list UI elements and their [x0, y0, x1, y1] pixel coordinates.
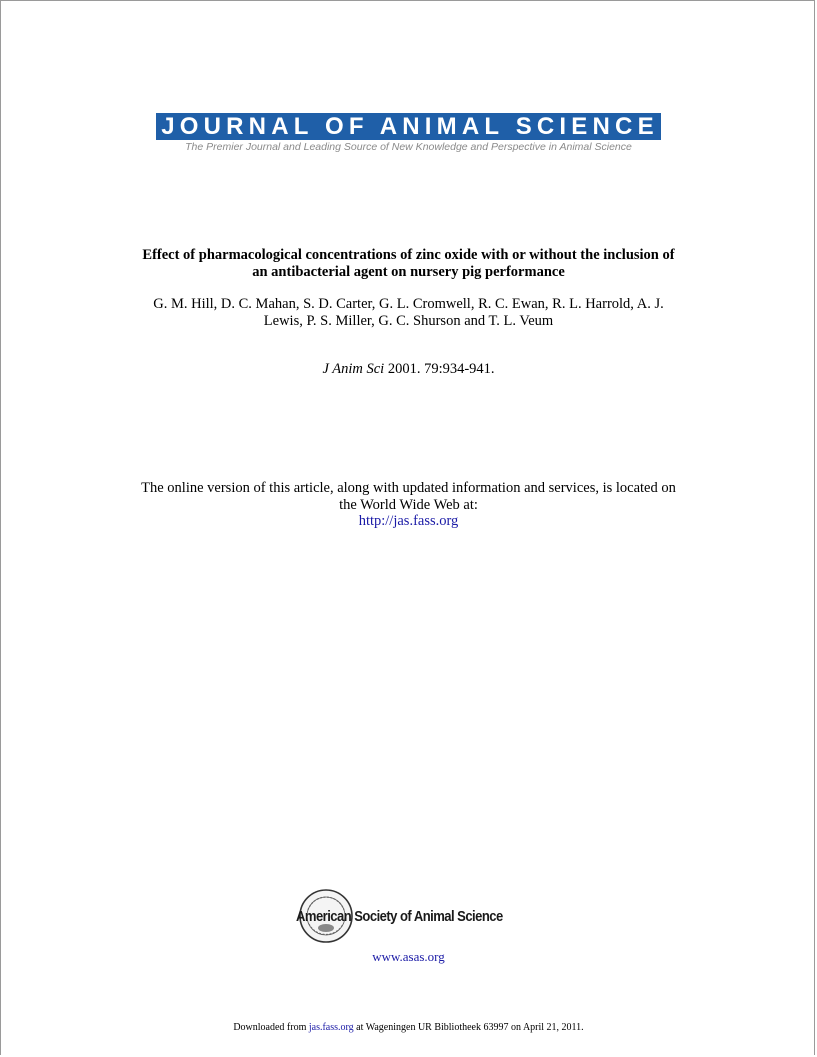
society-url	[0, 949, 817, 965]
journal-url-link[interactable]: http://jas.fass.org	[358, 513, 459, 529]
online-note-line: the World Wide Web at:	[339, 496, 478, 513]
citation-journal: J Anim Sci	[322, 361, 385, 377]
journal-masthead	[0, 113, 817, 153]
society-logo[interactable]	[296, 888, 526, 948]
citation-details: 2001. 79:934-941.	[384, 361, 495, 377]
footer-suffix: at Wageningen UR Bibliotheek 63997 on April 21, 2011.	[353, 1022, 584, 1033]
article-title-line: Effect of pharmacological concentrations of zinc oxide with or without the inclusion of	[142, 247, 675, 263]
footer-prefix: Downloaded from	[233, 1022, 309, 1033]
online-note-line: The online version of this article, along with updated information and services, is located on	[141, 480, 676, 496]
journal-tagline: The Premier Journal and Leading Source of New Knowledge and Perspective in Animal Science	[185, 141, 632, 153]
journal-name: JOURNAL OF ANIMAL SCIENCE	[156, 113, 661, 140]
online-version-note	[90, 480, 727, 530]
authors-line: Lewis, P. S. Miller, G. C. Shurson and T. L. Veum	[263, 312, 554, 329]
article-citation	[0, 361, 817, 378]
footer-source-link[interactable]: jas.fass.org	[308, 1022, 354, 1033]
article-title	[90, 247, 727, 280]
society-seal-word: American	[296, 909, 352, 925]
society-name-text: Society of Animal Science	[354, 909, 503, 925]
society-url-link[interactable]: www.asas.org	[372, 949, 445, 964]
authors-line: G. M. Hill, D. C. Mahan, S. D. Carter, G. L. Cromwell, R. C. Ewan, R. L. Harrold, A. J.	[153, 296, 664, 312]
article-title-line: an antibacterial agent on nursery pig performance	[252, 263, 565, 280]
article-authors	[100, 296, 717, 329]
download-footer	[0, 1022, 817, 1033]
society-name	[296, 909, 503, 925]
